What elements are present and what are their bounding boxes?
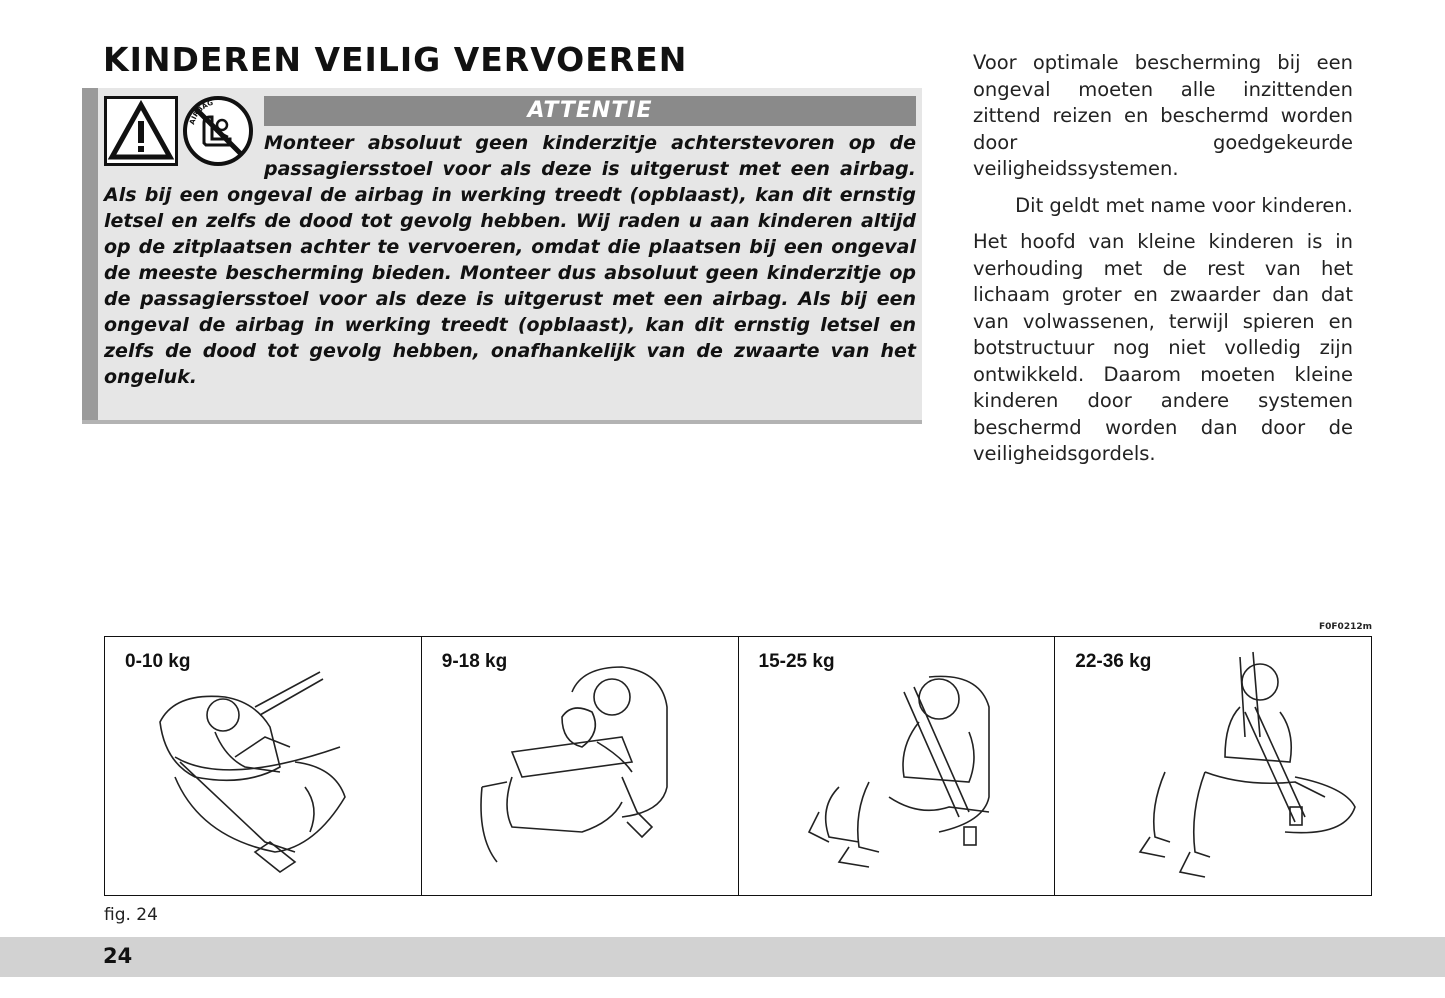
paragraph-1: Voor optimale bescherming bij een ongeval moeten alle inzittenden zittend reizen en beschermd worden door goedgekeurde veiligheidssystemen. xyxy=(973,51,1353,180)
panel-label-0-10: 0-10 kg xyxy=(125,651,191,672)
figure-code: F0F0212m xyxy=(1319,622,1372,632)
figure-frame xyxy=(104,636,1372,896)
infant-carrier-illustration xyxy=(105,637,419,895)
figure-caption: fig. 24 xyxy=(104,905,158,925)
toddler-seat-illustration xyxy=(422,637,738,895)
booster-seat-illustration xyxy=(739,637,1055,895)
page-number: 24 xyxy=(103,944,133,968)
figure-panel-booster xyxy=(739,637,1056,895)
figure-panel-infant xyxy=(105,637,422,895)
warning-text: Monteer absoluut geen kinderzitje achterstevoren op de passagiersstoel voor als deze is uitgerust met een airbag. Als bij een ongeval de airbag in werking treedt (opblaast), kan dit ernstig letsel en zelfs de dood tot gevolg hebben. Wij raden u aan kinderen altijd op de zitplaatsen achter te vervoeren, omdat die plaatsen bij een ongeval de meeste bescherming bieden. Monteer dus absoluut geen kinderzitje op de passagiersstoel voor als deze is uitgerust met een airbag. Als bij een ongeval de airbag in werking treedt (opblaast), kan dit ernstig letsel en zelfs de dood tot gevolg hebben, onafhankelijk van de zwaarte van het ongeluk. xyxy=(104,132,916,388)
older-child-seat-illustration xyxy=(1055,637,1371,895)
body-text-column xyxy=(973,50,1353,478)
page-title: KINDEREN VEILIG VERVOEREN xyxy=(103,40,688,79)
figure-panel-older-child xyxy=(1055,637,1371,895)
panel-label-22-36: 22-36 kg xyxy=(1075,651,1152,672)
footer-bar xyxy=(0,937,1445,977)
panel-label-15-25: 15-25 kg xyxy=(758,651,835,672)
warning-heading: ATTENTIE xyxy=(264,96,916,126)
figure-panel-toddler xyxy=(422,637,739,895)
airbag-icon-text: AIRBAG xyxy=(188,98,215,126)
paragraph-3: Het hoofd van kleine kinderen is in verhouding met de rest van het lichaam groter en zwaarder dan dat van volwassenen, terwijl spieren en botstructuur nog niet volledig zijn ontwikkeld. Daarom moeten kleine kinderen door andere systemen beschermd worden dan door de veiligheidsgordels. xyxy=(973,230,1353,465)
paragraph-2: Dit geldt met name voor kinderen. xyxy=(1015,193,1353,217)
panel-label-9-18: 9-18 kg xyxy=(441,651,508,672)
